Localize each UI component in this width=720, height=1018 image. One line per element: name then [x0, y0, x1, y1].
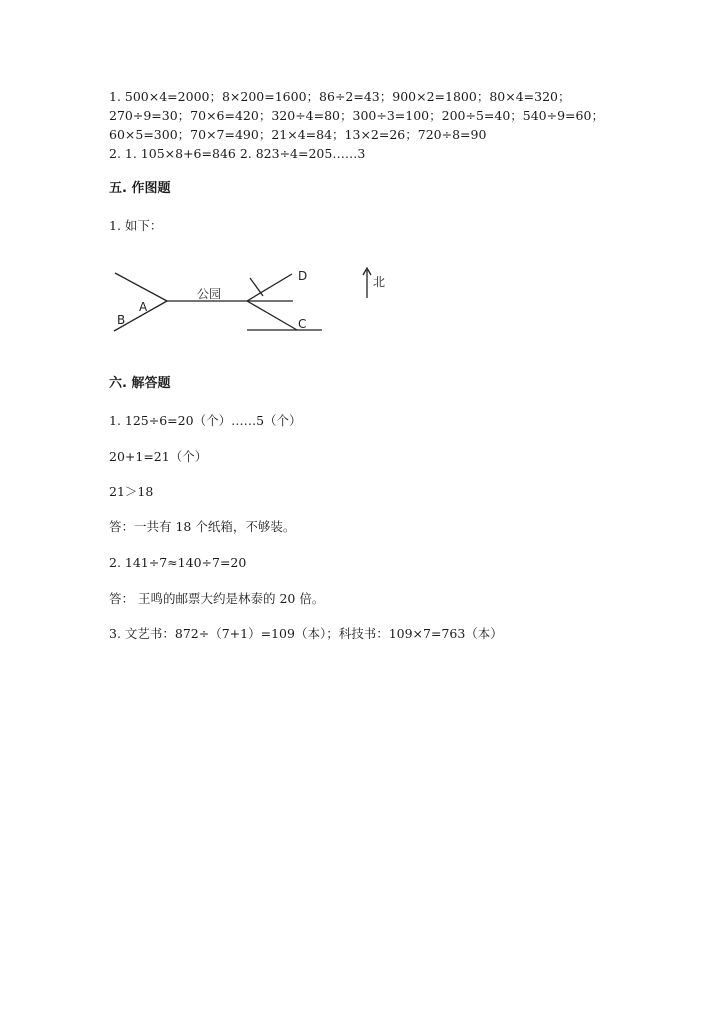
part4-q1-line3: 60×5=300；70×7=490；21×4=84；13×2=26；720÷8=90 — [109, 127, 487, 142]
label-park: 公园 — [197, 287, 222, 301]
part6-q2-line1: 2. 141÷7≈140÷7=20 — [109, 555, 247, 570]
part6-q3-line1: 3. 文艺书：872÷（7+1）=109（本）；科技书：109×7=763（本） — [109, 626, 503, 641]
part6-q1-answer: 答：一共有 18 个纸箱，不够装。 — [109, 519, 296, 534]
label-a: A — [139, 300, 148, 314]
part6-q1-line2: 20+1=21（个） — [109, 449, 208, 464]
label-d: D — [298, 269, 308, 283]
part6-q1-line3: 21＞18 — [109, 484, 154, 499]
line-to-c — [247, 301, 297, 330]
part4-q1-line2: 270÷9=30；70×6=420；320÷4=80；300÷3=100；200÷5=40；540÷9=60； — [109, 108, 604, 123]
part6-q2-answer: 答： 王鸣的邮票大约是林泰的 20 倍。 — [109, 591, 325, 606]
part6-q1-line1: 1. 125÷6=20（个）……5（个） — [109, 413, 302, 428]
line-d-tick — [250, 278, 263, 296]
label-north: 北 — [373, 275, 386, 289]
label-c: C — [298, 317, 307, 331]
label-b: B — [117, 313, 126, 327]
part4-q2-line: 2. 1. 105×8+6=846 2. 823÷4=205……3 — [109, 146, 366, 161]
line-to-d — [247, 274, 292, 301]
section-heading-solving: 六. 解答题 — [109, 376, 171, 391]
part5-q1-label: 1. 如下： — [109, 218, 163, 233]
direction-diagram — [100, 258, 400, 348]
line-to-a-top — [115, 273, 167, 301]
part4-q1-line1: 1. 500×4=2000；8×200=1600；86÷2=43；900×2=1800；80×4=320； — [109, 89, 571, 104]
section-heading-drawing: 五. 作图题 — [109, 181, 171, 196]
